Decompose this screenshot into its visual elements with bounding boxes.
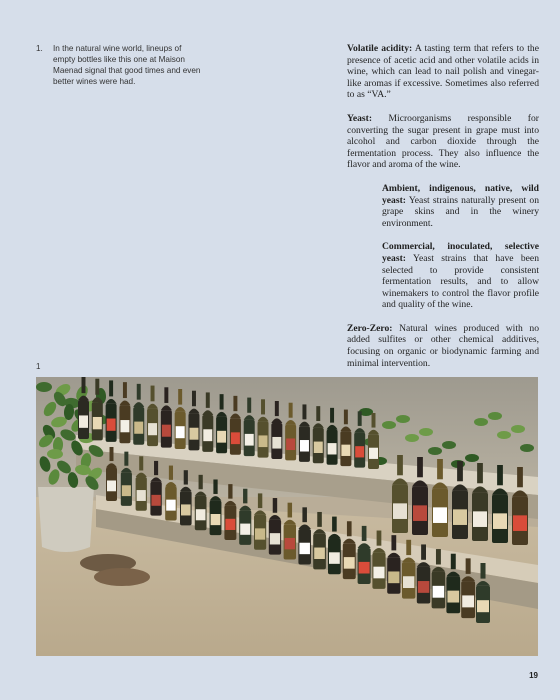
- leaf: [488, 412, 502, 420]
- glossary: [347, 43, 539, 381]
- leaf: [405, 434, 419, 442]
- glossary-entry-ambient-yeast: [382, 183, 539, 229]
- glossary-definition: Microorganisms responsible for converting the sugar present in grape must into alcohol and carbon dioxide through the fermentation process. They also influence the flavor and aroma of the wine.: [347, 112, 539, 171]
- glossary-definition: A tasting term that refers to the presence of acetic acid and other volatile acids in wine, which can lead to nail polish and vinegar-like aromas if excessive. Sometimes also referred to as “VA.”: [347, 43, 539, 101]
- figure-label: 1: [36, 362, 41, 371]
- leaf: [465, 454, 479, 462]
- glossary-term: Ambient, indigenous, native, wild yeast:: [382, 182, 539, 206]
- caption-text: In the natural wine world, lineups of empty bottles like this one at Maison Maenad signal that good times and even better wines were had.: [53, 44, 201, 86]
- leaf: [474, 418, 488, 426]
- glossary-entry-yeast: [347, 113, 539, 171]
- planter-pot: [38, 487, 94, 552]
- glossary-term: Commercial, inoculated, selective yeast:: [382, 241, 539, 264]
- wine-bottle: [269, 498, 281, 555]
- caption-number: 1.: [36, 44, 43, 53]
- wine-bottle: [284, 503, 296, 560]
- leaf: [36, 382, 52, 392]
- wine-bottle: [254, 493, 266, 549]
- shoe: [94, 568, 150, 586]
- leaf: [442, 441, 456, 449]
- photo-illustration: [36, 377, 538, 656]
- wine-bottles-photo: [36, 377, 538, 656]
- glossary-entry-zero-zero: [347, 323, 539, 369]
- page-number: 19: [529, 671, 538, 680]
- glossary-definition: Yeast strains naturally present on grape skins and in the winery environment.: [382, 194, 539, 229]
- wine-bottle: [239, 489, 251, 545]
- leaf: [382, 421, 396, 429]
- leaf: [428, 447, 442, 455]
- leaf: [497, 431, 511, 439]
- glossary-term: Volatile acidity:: [347, 43, 413, 54]
- glossary-definition: Natural wines produced with no added sulfites or other chemical additives, focusing on organic or biodynamic farming and minimal intervention.: [347, 322, 539, 369]
- glossary-term: Zero-Zero:: [347, 322, 393, 334]
- leaf: [419, 428, 433, 436]
- leaf: [396, 415, 410, 423]
- glossary-term: Yeast:: [347, 112, 373, 124]
- glossary-entry-volatile-acidity: [347, 43, 539, 101]
- glossary-entry-commercial-yeast: [382, 241, 539, 311]
- leaf: [520, 444, 534, 452]
- leaf: [511, 425, 525, 433]
- glossary-definition: Yeast strains that have been selected to provide consistent fermentation results, and to allow winemakers to control the flavor profile and quality of the wine.: [382, 252, 539, 311]
